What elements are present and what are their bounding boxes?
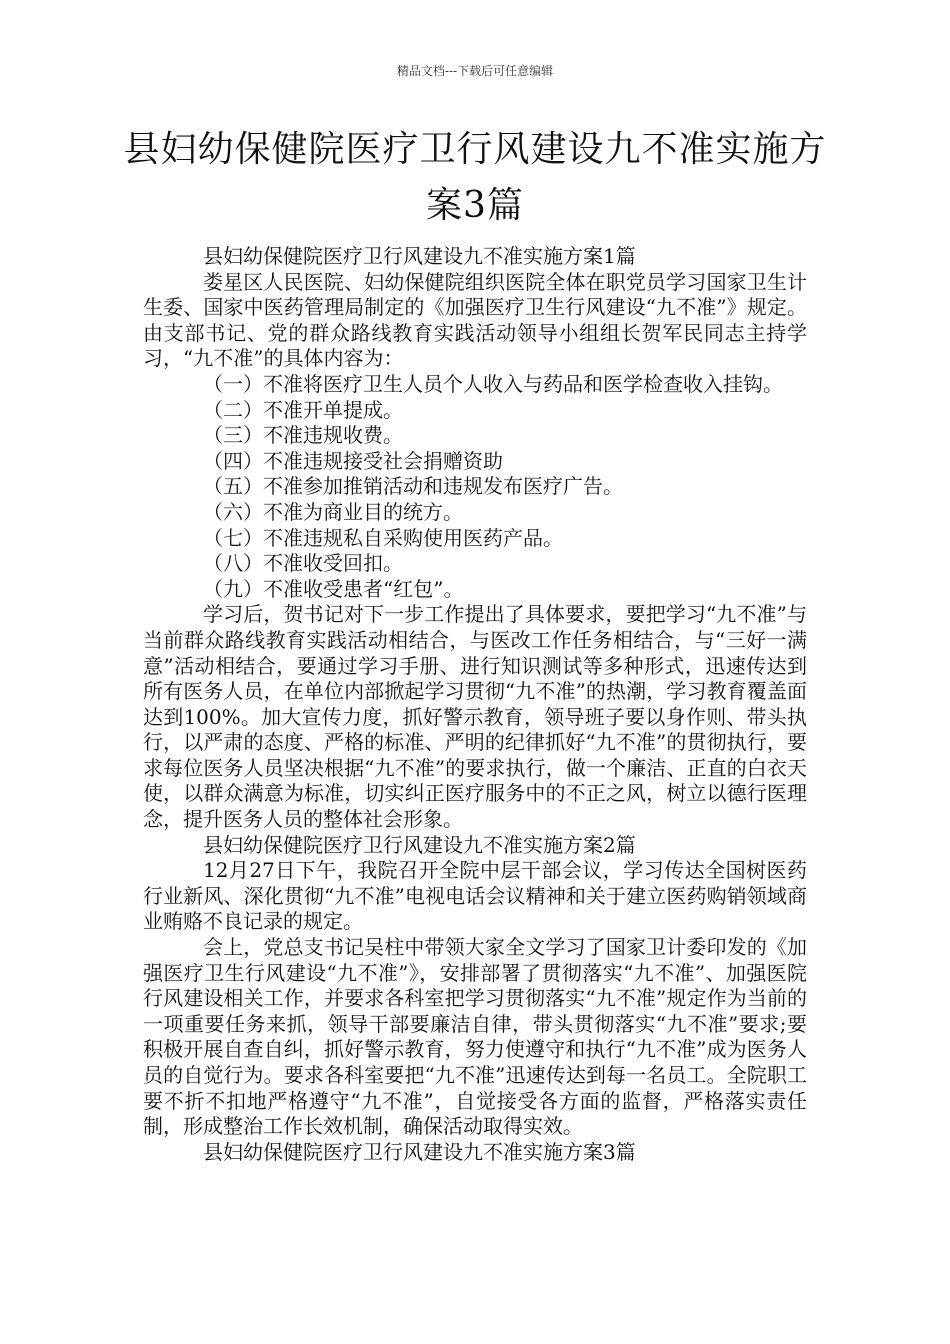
list-item: （一）不准将医疗卫生人员个人收入与药品和医学检查收入挂钩。 <box>203 371 783 396</box>
section-heading-2: 县妇幼保健院医疗卫行风建设九不准实施方案2篇 <box>203 832 636 857</box>
document-title: 县妇幼保健院医疗卫行风建设九不准实施方案3篇 <box>123 129 827 226</box>
section-heading-3: 县妇幼保健院医疗卫行风建设九不准实施方案3篇 <box>203 1139 636 1164</box>
list-item: （七）不准违规私自采购使用医药产品。 <box>203 525 563 550</box>
section-heading-1: 县妇幼保健院医疗卫行风建设九不准实施方案1篇 <box>203 244 636 268</box>
paragraph: 学习后，贺书记对下一步工作提出了具体要求，要把学习“九不准”与当前群众路线教育实践活动相结合，与医改工作任务相结合，与“三好一满意”活动相结合，要通过学习手册、进行知识测试等多种形式，迅速传达到所有医务人员，在单位内部掀起学习贯彻“九不准”的热潮，学习教育覆盖面达到100%。加大宣传力度，抓好警示教育，领导班子要以身作则、带头执行，以严肃的态度、严格的标准、严明的纪律抓好“九不准”的贯彻执行，要求每位医务人员坚决根据“九不准”的要求执行，做一个廉洁、正直的白衣天使，以群众满意为标准，切实纠正医疗服务中的不正之风，树立以德行医理念，提升医务人员的整体社会形象。 <box>143 602 807 832</box>
header-note: 精品文档---下载后可任意编辑 <box>396 64 554 78</box>
list-item: （三）不准违规收费。 <box>203 423 403 448</box>
list-item: （六）不准为商业目的统方。 <box>203 499 463 524</box>
list-item: （四）不准违规接受社会捐赠资助 <box>203 448 503 473</box>
list-item: （五）不准参加推销活动和违规发布医疗广告。 <box>203 474 623 499</box>
list-item: （九）不准收受患者“红包”。 <box>203 576 464 601</box>
paragraph: 12月27日下午，我院召开全院中层干部会议，学习传达全国树医药行业新风、深化贯彻“九不准”电视电话会议精神和关于建立医药购销领域商业贿赂不良记录的规定。 <box>143 858 807 934</box>
paragraph: 会上，党总支书记吴柱中带领大家全文学习了国家卫计委印发的《加强医疗卫生行风建设“九不准”》，安排部署了贯彻落实“九不准”、加强医院行风建设相关工作，并要求各科室把学习贯彻落实“九不准”规定作为当前的一项重要任务来抓，领导干部要廉洁自律，带头贯彻落实“九不准”要求;要积极开展自查自纠，抓好警示教育，努力使遵守和执行“九不准”成为医务人员的自觉行为。要求各科室要把“九不准”迅速传达到每一名员工。全院职工要不折不扣地严格遵守“九不准”，自觉接受各方面的监督，严格落实责任制，形成整治工作长效机制，确保活动取得实效。 <box>143 935 807 1139</box>
list-item: （二）不准开单提成。 <box>203 397 403 422</box>
list-item: （八）不准收受回扣。 <box>203 551 403 576</box>
document-body <box>143 244 807 1165</box>
paragraph: 娄星区人民医院、妇幼保健院组织医院全体在职党员学习国家卫生计生委、国家中医药管理局制定的《加强医疗卫生行风建设“九不准”》规定。由支部书记、党的群众路线教育实践活动领导小组组长贺军民同志主持学习，“九不准”的具体内容为： <box>143 269 807 371</box>
